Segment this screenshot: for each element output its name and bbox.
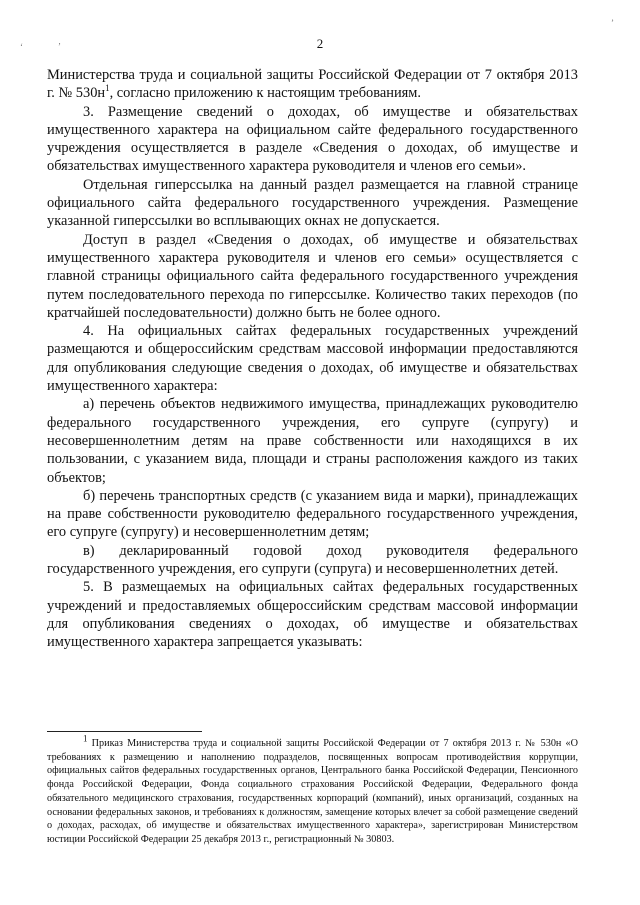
paragraph-text: , согласно приложению к настоящим требованиям. [109, 85, 421, 102]
paragraph-text: в) декларированный годовой доход руководителя федерального государственного учреждения, его супруги (супруга) и несовершеннолетних детей. [47, 542, 578, 578]
scan-mark: ‚ [58, 36, 61, 46]
paragraph-continuation [47, 66, 578, 103]
paragraph-clause-4 [47, 322, 578, 395]
footnote-text: Приказ Министерства труда и социальной защиты Российской Федерации от 7 октября 2013 г. № 530н «О требованиях к размещению и наполнению подразделов, посвященных вопросам противодействия коррупции, официальных сайтов федеральных государственных органов, Центрального банка Российской Федерации, Пенсионного фонда Российской Федерации, Фонда социального страхования Российской Федерации, Федерального фонда обязательного медицинского страхования, государственных корпораций (компаний), иных организаций, созданных на основании федеральных законов, и требованиях к должностям, замещение которых влечет за собой размещение сведений о доходах, расходах, об имуществе и обязательствах имущественного характера», зарегистрирован Министерством юстиции Российской Федерации 25 декабря 2013 г., регистрационный № 30803. [47, 738, 578, 845]
footnote [47, 733, 578, 847]
paragraph-text: а) перечень объектов недвижимого имущества, принадлежащих руководителю федерального государственного учреждения, его супруге (супругу) и несовершеннолетним детям на праве собственности или находящихся в их пользовании, с указанием вида, площади и страны расположения каждого из таких объектов; [47, 396, 578, 486]
footnote-separator [47, 731, 202, 732]
paragraph-clause-4b [47, 487, 578, 542]
paragraph-text: б) перечень транспортных средств (с указанием вида и марки), принадлежащих на праве собственности руководителю федерального государственного учреждения, его супруге (супругу) и несовершеннолетним детям; [47, 487, 578, 541]
scan-mark: ‘ [20, 42, 23, 52]
paragraph-access-para [47, 231, 578, 322]
paragraph-text: Министерства труда и социальной защиты Российской Федерации от 7 октября 2013 г. № 530н [47, 67, 578, 102]
paragraph-hyperlink-para [47, 176, 578, 231]
footnote-reference: 1 [105, 83, 110, 94]
paragraph-clause-4a [47, 395, 578, 486]
paragraph-text: Доступ в раздел «Сведения о доходах, об имуществе и обязательствах имущественного характера руководителя и членов его семьи» осуществляется с главной страницы официального сайта федерального государственного учреждения путем последовательного перехода по гиперссылке. Количество таких переходов (по кратчайшей последовательности) должно быть не более одного. [47, 231, 578, 321]
paragraph-text: 4. На официальных сайтах федеральных государственных учреждений размещаются и общероссийским средствам массовой информации предоставляются для опубликования следующие сведения о доходах, об имуществе и обязательствах имущественного характера: [47, 323, 578, 395]
footnote-marker: 1 [83, 733, 88, 744]
paragraph-text: 5. В размещаемых на официальных сайтах федеральных государственных учреждений и предоставляемых общероссийским средствам массовой информации для опубликования сведениях о доходах, об имуществе и обязательствах имущественного характера запрещается указывать: [47, 579, 578, 651]
paragraph-text: Отдельная гиперссылка на данный раздел размещается на главной странице официального сайта федерального государственного учреждения. Размещение указанной гиперссылки во всплывающих окнах не допускается. [47, 176, 578, 230]
page-number: 2 [316, 36, 324, 51]
paragraph-clause-3 [47, 103, 578, 176]
paragraph-clause-4v [47, 542, 578, 579]
body-text [47, 66, 578, 652]
paragraph-clause-5 [47, 578, 578, 651]
paragraph-text: 3. Размещение сведений о доходах, об имуществе и обязательствах имущественного характера на официальном сайте федерального государственного учреждения осуществляется в разделе «Сведения о доходах, об имуществе и обязательствах имущественного характера руководителя и членов его семьи». [47, 103, 578, 175]
scan-mark: ’ [611, 18, 614, 28]
